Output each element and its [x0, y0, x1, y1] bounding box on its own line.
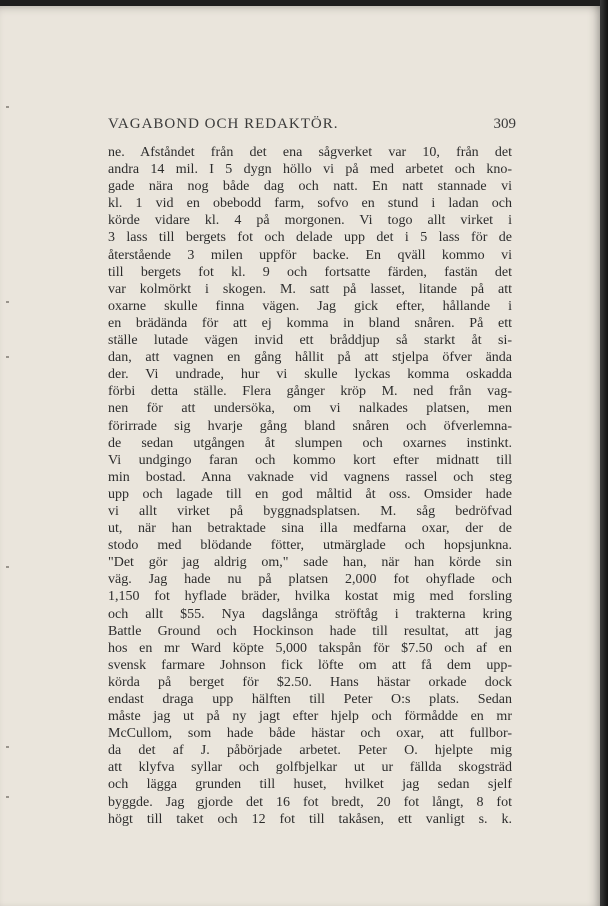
margin-mark — [6, 746, 9, 748]
text-line: Vi undgingo faran och kommo kort efter midnatt till — [108, 452, 512, 468]
text-line: da det af J. påbörjade arbetet. Peter O. hjelpte mig — [108, 743, 512, 759]
margin-mark — [6, 356, 9, 358]
text-line: återstående 3 milen uppför backe. En qväll kommo vi — [108, 247, 512, 263]
text-line: byggde. Jag gjorde det 16 fot bredt, 20 fot långt, 8 fot — [108, 794, 512, 810]
text-line: var kolmörkt i skogen. M. satt på lasset, litande på att — [108, 281, 512, 297]
book-page — [0, 6, 600, 906]
text-line: McCullom, som hade både hästar och oxar, att fullbor- — [108, 726, 512, 742]
text-line: en brädända för att ej komma in bland snåren. På ett — [108, 315, 512, 331]
text-line: andra 14 mil. I 5 dygn höllo vi på med arbetet och kno- — [108, 162, 512, 178]
text-line: upp och lagade till en god måltid åt oss. Omsider hade — [108, 486, 512, 502]
text-line: att klyfva syllar och golfbjelkar ut ur fällda skogsträd — [108, 760, 512, 776]
text-line: kl. 1 vid en obebodd farm, sofvo en stund i ladan och — [108, 196, 512, 212]
text-line: väg. Jag hade nu på platsen 2,000 fot ohyflade och — [108, 572, 512, 588]
text-line: min bostad. Anna vaknade vid vagnens rassel och steg — [108, 469, 512, 485]
text-line: 1,150 fot hyflade bräder, hvilka kostat mig med forsling — [108, 589, 512, 605]
text-line: måste jag ut på ny jagt efter hjelp och förmådde en mr — [108, 709, 512, 725]
text-line: körda på berget för $2.50. Hans hästar orkade dock — [108, 674, 512, 690]
text-line: ut, när han betraktade sina illa medfarna oxar, der de — [108, 521, 512, 537]
running-header — [108, 114, 516, 138]
text-line: förbi detta ställe. Flera gånger kröp M. ned från vag- — [108, 384, 512, 400]
text-line: stodo med blödande fötter, utmärglade och hopsjunkna. — [108, 538, 512, 554]
text-line: ställe lutade vägen invid ett bråddjup så starkt åt si- — [108, 333, 512, 349]
margin-mark — [6, 566, 9, 568]
text-line: högt till taket och 12 fot till takåsen, ett vanligt s. k. — [108, 811, 512, 827]
text-line: "Det gör jag aldrig om," sade han, när han körde sin — [108, 555, 512, 571]
text-line: svensk farmare Johnson fick löfte om att få dem upp- — [108, 657, 512, 673]
text-line: och allt $55. Nya dagslånga ströftåg i trakterna kring — [108, 606, 512, 622]
body-text — [108, 144, 512, 828]
text-line: dan, att vagnen en gång hållit på att stjelpa öfver ända — [108, 350, 512, 366]
page-number: 309 — [493, 116, 516, 132]
text-line: förirrade sig hvarje gång bland snåren och öfverlemna- — [108, 418, 512, 434]
margin-mark — [6, 106, 9, 108]
text-line: de sedan utgången åt slumpen och oxarnes instinkt. — [108, 435, 512, 451]
text-line: vi allt virket på byggnadsplatsen. M. såg bedröfvad — [108, 503, 512, 519]
text-line: ne. Afståndet från det ena sågverket var 10, från det — [108, 145, 512, 160]
margin-mark — [6, 796, 9, 798]
running-title: VAGABOND OCH REDAKTÖR. — [108, 116, 339, 132]
book-spine-edge — [600, 0, 608, 906]
text-line: och lägga grunden till huset, hvilket jag sedan sjelf — [108, 777, 512, 793]
text-line: 3 lass till bergets fot och delade upp det i 5 lass för de — [108, 230, 512, 246]
text-line: oxarne skulle finna vägen. Jag gick efter, hållande i — [108, 298, 512, 314]
text-line: nen för att undersöka, om vi nalkades platsen, men — [108, 401, 512, 417]
text-line: gade nära nog både dag och natt. En natt stannade vi — [108, 179, 512, 195]
text-line: körde vidare kl. 4 på morgonen. Vi togo allt virket i — [108, 213, 512, 229]
text-line: Battle Ground och Hockinson hade till resultat, att jag — [108, 623, 512, 639]
text-line: hos en mr Ward köpte 5,000 takspån för $7.50 och af en — [108, 640, 512, 656]
text-line: der. Vi undrade, hur vi skulle lyckas komma oskadda — [108, 367, 512, 383]
text-line: till bergets fot kl. 9 och fortsatte färden, fastän det — [108, 264, 512, 280]
margin-mark — [6, 301, 9, 303]
text-line: endast draga upp hälften till Peter O:s plats. Sedan — [108, 692, 512, 707]
